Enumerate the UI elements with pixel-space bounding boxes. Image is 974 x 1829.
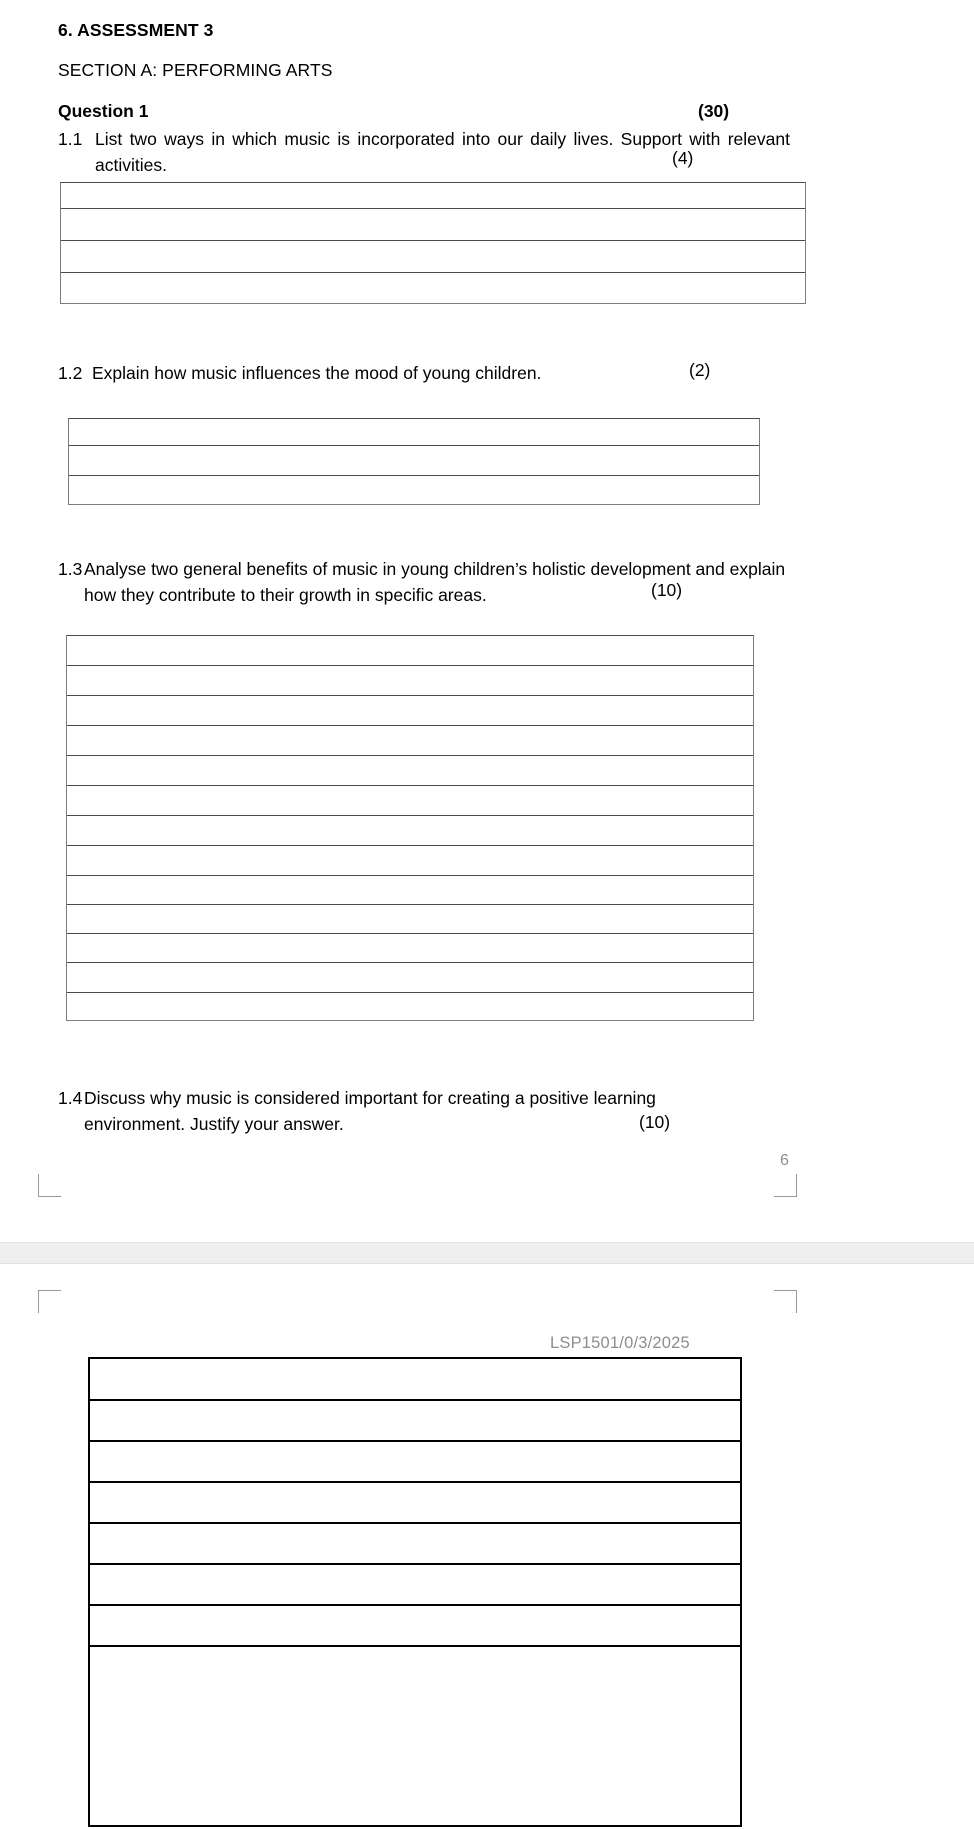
section-title: SECTION A: PERFORMING ARTS — [58, 60, 333, 80]
answer-table-1-3[interactable] — [66, 635, 754, 1021]
document-page-7 — [0, 1264, 974, 1829]
answer-line[interactable] — [67, 696, 753, 726]
answer-table-1-4[interactable] — [88, 1357, 742, 1827]
question-total-marks: (30) — [698, 101, 730, 121]
answer-line[interactable] — [67, 816, 753, 846]
answer-table-1-1[interactable] — [60, 182, 806, 304]
crop-mark-top-left — [38, 1290, 61, 1313]
question-text-1-1: List two ways in which music is incorporated into our daily lives. Support with relevant activities. — [95, 129, 790, 175]
question-number-1-3: 1.3 — [58, 559, 83, 579]
crop-mark-bottom-left — [38, 1174, 61, 1197]
answer-line[interactable] — [67, 876, 753, 905]
answer-line[interactable] — [69, 446, 759, 476]
question-text-1-4: Discuss why music is considered important for creating a positive learning environment. Justify your answer. — [84, 1088, 656, 1134]
page-number: 6 — [780, 1152, 789, 1169]
assessment-heading: 6. ASSESSMENT 3 — [58, 20, 214, 40]
answer-line[interactable] — [90, 1524, 740, 1565]
answer-line[interactable] — [67, 993, 753, 1022]
answer-line[interactable] — [90, 1401, 740, 1442]
answer-line[interactable] — [90, 1606, 740, 1647]
answer-line[interactable] — [90, 1565, 740, 1606]
question-marks-1-2: (2) — [689, 360, 711, 380]
answer-line[interactable] — [90, 1442, 740, 1483]
crop-mark-bottom-right — [774, 1174, 797, 1197]
page-break-gutter — [0, 1242, 974, 1264]
question-label: Question 1 — [58, 101, 149, 121]
answer-line[interactable] — [67, 963, 753, 993]
question-number-1-2: 1.2 — [58, 363, 83, 383]
answer-line[interactable] — [67, 756, 753, 786]
question-text-1-3: Analyse two general benefits of music in young children’s holistic development and explain how they contribute to their growth in specific areas. — [84, 559, 786, 605]
answer-line[interactable] — [61, 209, 805, 241]
question-number-1-1: 1.1 — [58, 129, 83, 149]
answer-line[interactable] — [67, 846, 753, 876]
answer-line[interactable] — [67, 666, 753, 696]
answer-line[interactable] — [67, 726, 753, 756]
answer-line[interactable] — [61, 273, 805, 303]
question-marks-1-3: (10) — [651, 580, 683, 600]
answer-line[interactable] — [61, 241, 805, 273]
answer-line[interactable] — [61, 183, 805, 209]
answer-line[interactable] — [69, 476, 759, 504]
answer-line[interactable] — [90, 1359, 740, 1401]
answer-line[interactable] — [69, 419, 759, 446]
answer-line[interactable] — [90, 1647, 740, 1688]
answer-line[interactable] — [90, 1483, 740, 1524]
question-text-1-2: Explain how music influences the mood of young children. — [92, 363, 542, 383]
question-marks-1-4: (10) — [639, 1112, 671, 1132]
answer-table-1-2[interactable] — [68, 418, 760, 505]
question-number-1-4: 1.4 — [58, 1088, 83, 1108]
answer-line[interactable] — [67, 905, 753, 934]
question-marks-1-1: (4) — [672, 148, 694, 168]
document-code-header: LSP1501/0/3/2025 — [550, 1334, 690, 1352]
answer-line[interactable] — [67, 636, 753, 666]
crop-mark-top-right — [774, 1290, 797, 1313]
answer-line[interactable] — [67, 934, 753, 963]
answer-line[interactable] — [67, 786, 753, 816]
